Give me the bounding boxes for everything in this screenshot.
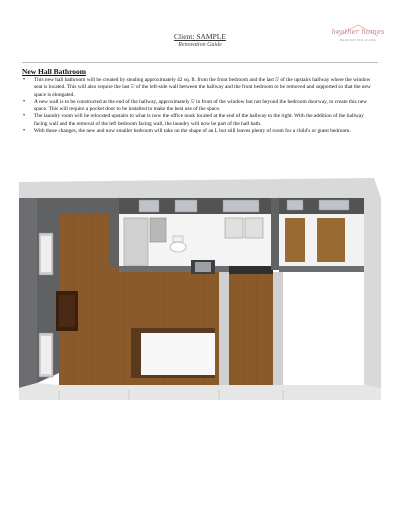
bullet-item [22, 77, 378, 99]
bullet-list [22, 77, 378, 135]
header-divider [22, 62, 378, 63]
bullet-text: A new wall is to be constructed at the end of the hallway, approximately 5' in front of the window but not beyond the bedroom doorway, to create this new space. This will require a pocket door to be installed to make the best use of the space. [34, 98, 368, 113]
cabinet [285, 218, 305, 262]
bullet-icon: • [23, 113, 26, 120]
bullet-icon: • [23, 128, 26, 135]
toilet [170, 242, 186, 252]
bullet-text: With these changes, the new and now smaller bedroom will take on the shape of an L but still leaves plenty of room for a child's or guest bedroom. [34, 128, 351, 135]
bullet-text: This new hall bathroom will be created by stealing approximately 42 sq. ft. from the front bedroom and the last 5' of the upstairs hallway where the window seat is located. This will also require the last 5' of the left-side wall between the hallway and the front bedroom to be removed and supported so that the new space is elongated. [34, 77, 371, 98]
bullet-text: The laundry room will be relocated upstairs to what is now the office nook located at the end of the hallway to the right. With the addition of the hallway facing wall and the removal of the left bedroom facing wall, the laundry will now be part of the hall bath. [34, 113, 364, 127]
left-outer-wall [19, 198, 37, 388]
window-icon [175, 200, 197, 212]
window-icon [287, 200, 303, 210]
bullet-icon: • [23, 77, 26, 83]
window-icon [139, 200, 159, 212]
dryer [245, 218, 263, 238]
bullet-item [22, 113, 378, 128]
bullet-item [22, 128, 378, 135]
client-name: Client: SAMPLE [174, 32, 226, 41]
logo-house-icon [330, 22, 386, 50]
bed-mattress [141, 333, 215, 375]
hallway-floor [229, 272, 273, 385]
window-icon [319, 200, 349, 210]
washer [225, 218, 243, 238]
floor-plan-rendering [19, 178, 381, 423]
window-icon [223, 200, 259, 212]
cabinet [317, 218, 345, 262]
logo-text: heather homes [331, 28, 385, 36]
bullet-item [22, 99, 378, 114]
company-logo [330, 22, 386, 50]
logo-subtext: RENOVATION GUIDE [339, 38, 377, 42]
section-title: New Hall Bathroom [22, 67, 87, 76]
bathtub [124, 218, 148, 266]
page-header [0, 0, 400, 60]
document-subtitle: Renovation Guide [178, 42, 222, 48]
vanity [150, 218, 166, 242]
bullet-icon: • [23, 98, 26, 105]
